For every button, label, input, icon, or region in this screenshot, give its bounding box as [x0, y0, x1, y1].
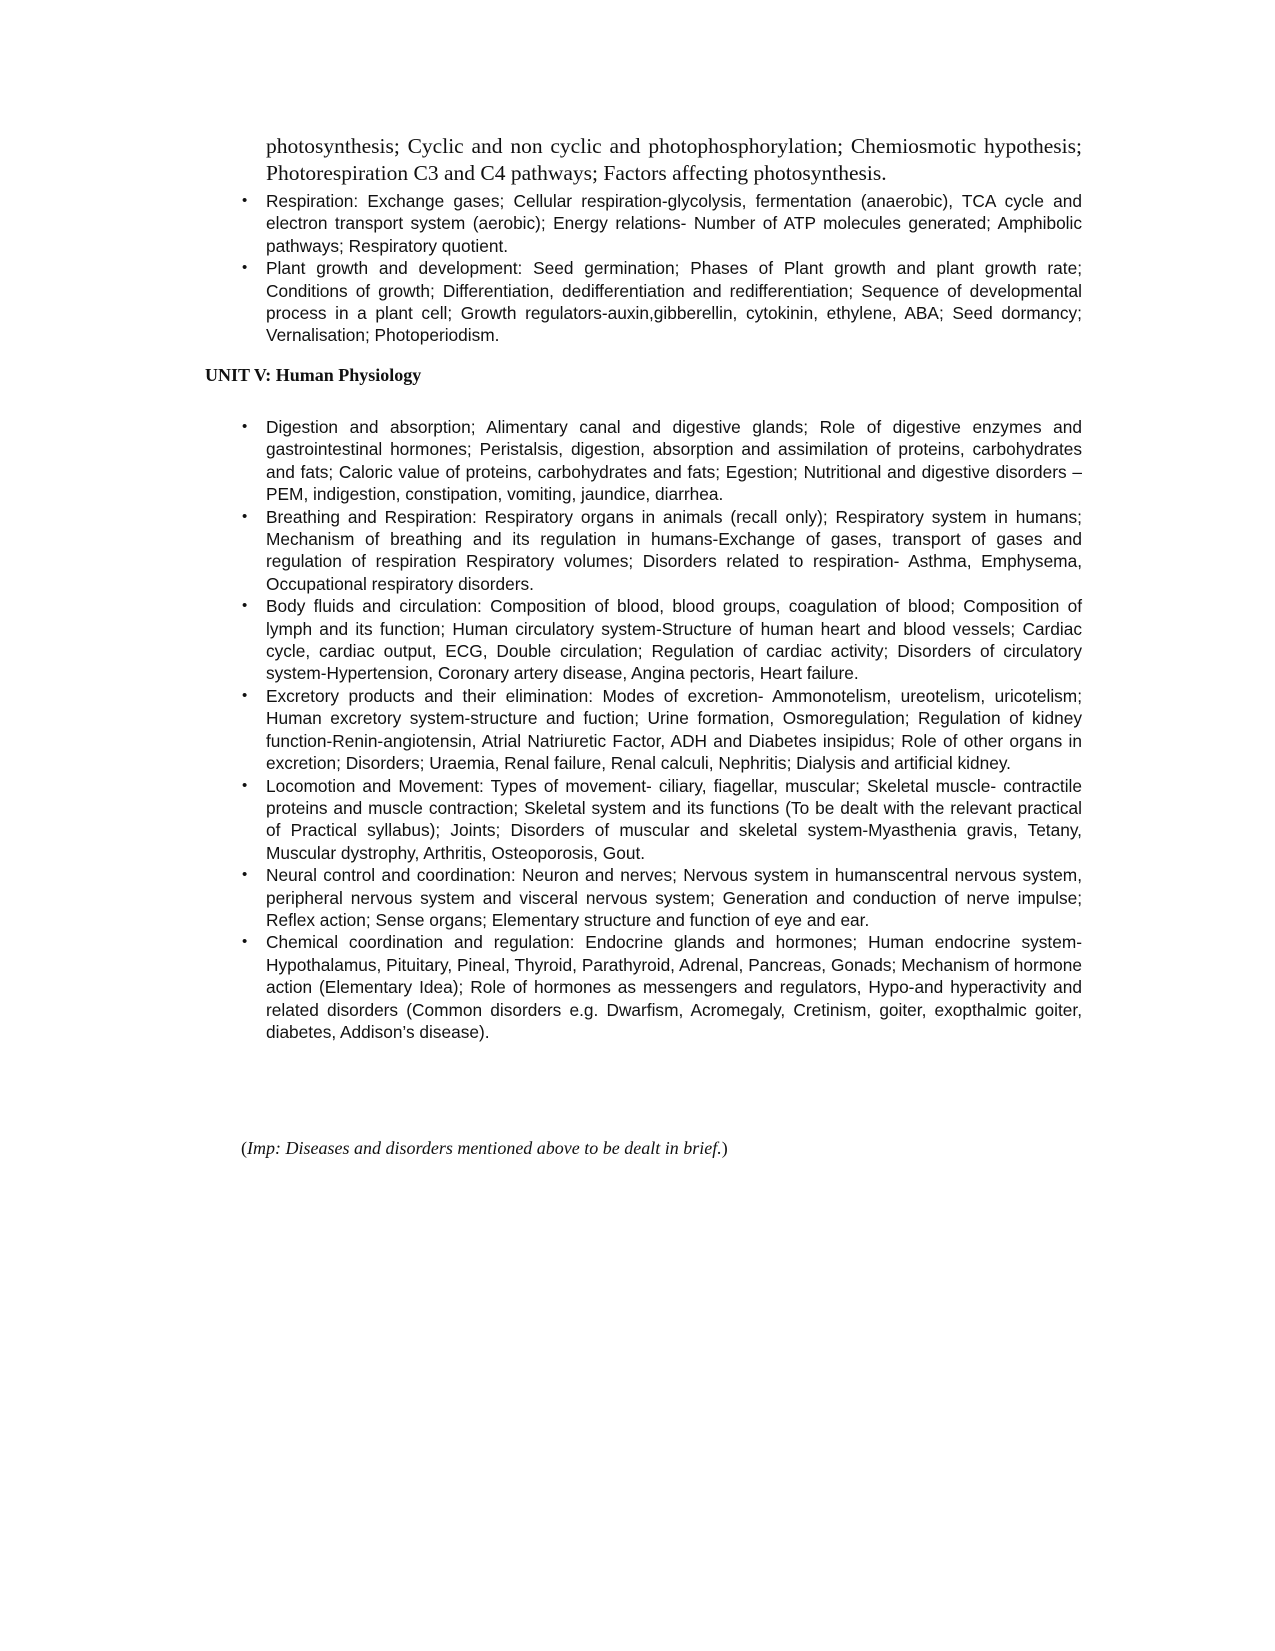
list-item-chemical-coordination — [242, 931, 1082, 1043]
list-item-body-fluids — [242, 595, 1082, 685]
list-item-respiration — [242, 190, 1082, 257]
list-item-digestion — [242, 416, 1082, 506]
list-item-text: Chemical coordination and regulation: Endocrine glands and hormones; Human endocrine system- Hypothalamus, Pituitary, Pineal, Thyroid, Parathyroid, Adrenal, Pancreas, Gonads; Mechanism of hormone action (Elementary Idea); Role of hormones as messengers and regulators, Hypo-and hyperactivity and related disorders (Common disorders e.g. Dwarfism, Acromegaly, Cretinism, goiter, exopthalmic goiter, diabetes, Addison’s disease). — [266, 932, 1082, 1042]
bullet-icon: • — [242, 686, 248, 704]
list-item-text: Locomotion and Movement: Types of movement- ciliary, fiagellar, muscular; Skeletal muscle- contractile proteins and muscle contraction; Skeletal system and its functions (To be dealt with the relevant practical of Practical syllabus); Joints; Disorders of muscular and skeletal system-Myasthenia gravis, Tetany, Muscular dystrophy, Arthritis, Osteoporosis, Gout. — [266, 775, 1082, 863]
bullet-icon: • — [242, 866, 248, 884]
plant-physiology-list — [242, 190, 1082, 347]
bullet-icon: • — [242, 192, 248, 209]
bullet-icon: • — [242, 259, 248, 277]
bullet-icon: • — [242, 418, 248, 435]
list-item-text: Digestion and absorption; Alimentary canal and digestive glands; Role of digestive enzymes and gastrointestinal hormones; Peristalsis, digestion, absorption and assimilation of proteins, carbohydrates and fats; Caloric value of proteins, carbohydrates and fats; Egestion; Nutritional and digestive disorders – PEM, indigestion, constipation, vomiting, jaundice, diarrhea. — [266, 417, 1082, 505]
list-item-text: Plant growth and development: Seed germination; Phases of Plant growth and plant growth rate; Conditions of growth; Differentiation, dedifferentiation and redifferentiation; Sequence of developmental process in a plant cell; Growth regulators-auxin,gibberellin, cytokinin, ethylene, ABA; Seed dormancy; Vernalisation; Photoperiodism. — [266, 258, 1082, 346]
list-item-breathing — [242, 506, 1082, 596]
list-item-text: Neural control and coordination: Neuron and nerves; Nervous system in humanscentral nervous system, peripheral nervous system and visceral nervous system; Generation and conduction of nerve impulse; Reflex action; Sense organs; Elementary structure and function of eye and ear. — [266, 865, 1082, 930]
unit-heading: UNIT V: Human Physiology — [205, 365, 422, 385]
human-physiology-list — [242, 416, 1082, 1043]
bullet-icon: • — [242, 933, 248, 951]
important-note — [241, 1137, 728, 1159]
note-text: Imp: Diseases and disorders mentioned above to be dealt in brief. — [247, 1138, 722, 1158]
bullet-icon: • — [242, 507, 248, 525]
note-close-paren: ) — [721, 1138, 728, 1158]
list-item-text: Breathing and Respiration: Respiratory organs in animals (recall only); Respiratory system in humans; Mechanism of breathing and its regulation in humans-Exchange of gases, transport of gases and regulation of respiration Respiratory volumes; Disorders related to respiration- Asthma, Emphysema, Occupational respiratory disorders. — [266, 506, 1082, 594]
list-item-locomotion — [242, 775, 1082, 865]
bullet-icon: • — [242, 776, 248, 794]
list-item-text: Respiration: Exchange gases; Cellular respiration-glycolysis, fermentation (anaerobic), TCA cycle and electron transport system (aerobic); Energy relations- Number of ATP molecules generated; Amphibolic pathways; Respiratory quotient. — [266, 191, 1082, 256]
list-item-text: Body fluids and circulation: Composition of blood, blood groups, coagulation of blood; Composition of lymph and its function; Human circulatory system-Structure of human heart and blood vessels; Cardiac cycle, cardiac output, ECG, Double circulation; Regulation of cardiac activity; Disorders of circulatory system-Hypertension, Coronary artery disease, Angina pectoris, Heart failure. — [266, 596, 1082, 684]
list-item-excretory — [242, 685, 1082, 775]
photosynthesis-continuation-text: photosynthesis; Cyclic and non cyclic and photophosphorylation; Chemiosmotic hypothesis; Photorespiration C3 and C4 pathways; Factors affecting photosynthesis. — [266, 134, 1082, 185]
note-open-paren: ( — [241, 1138, 247, 1158]
bullet-icon: • — [242, 597, 248, 615]
list-item-neural — [242, 864, 1082, 931]
list-item-plant-growth — [242, 257, 1082, 347]
list-item-text: Excretory products and their elimination: Modes of excretion- Ammonotelism, ureotelism, uricotelism; Human excretory system-structure and fuction; Urine formation, Osmoregulation; Regulation of kidney function-Renin-angiotensin, Atrial Natriuretic Factor, ADH and Diabetes insipidus; Role of other organs in excretion; Disorders; Uraemia, Renal failure, Renal calculi, Nephritis; Dialysis and artificial kidney. — [266, 685, 1082, 774]
